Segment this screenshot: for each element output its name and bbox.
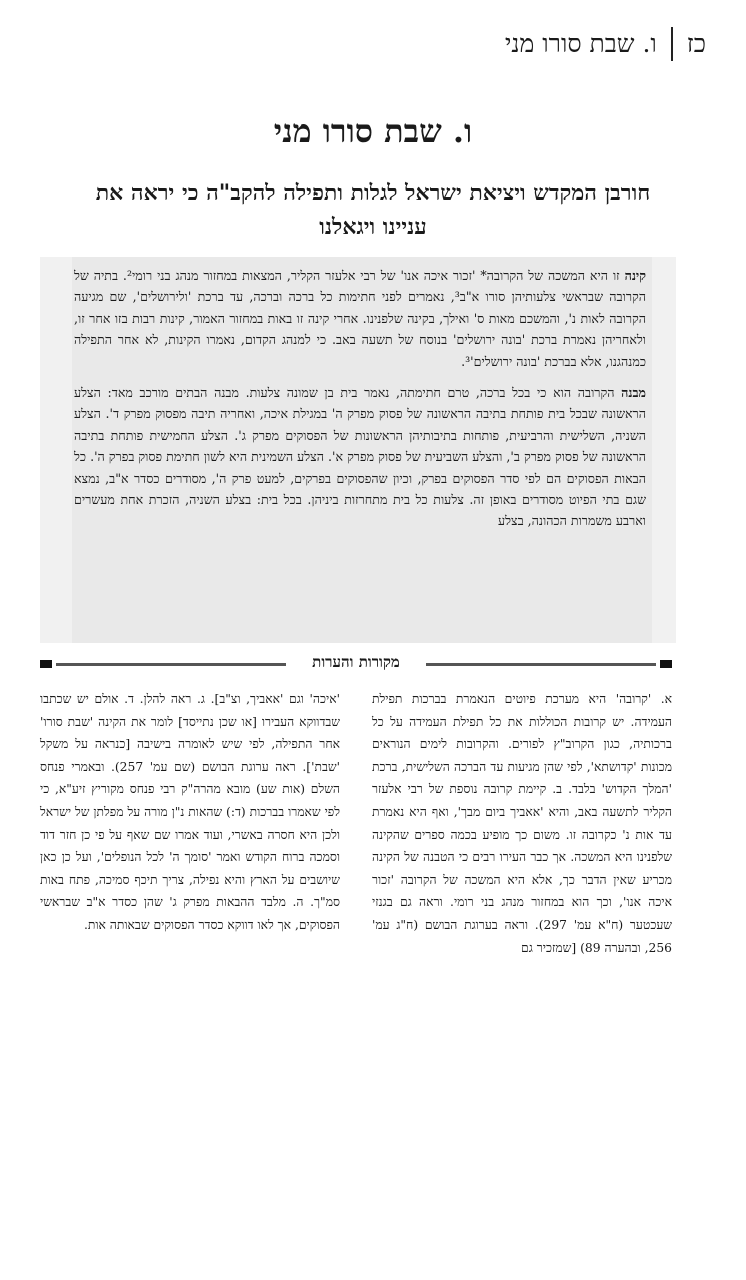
notes-column-left bbox=[40, 688, 340, 937]
paragraph-label: מבנה bbox=[621, 385, 646, 401]
intro-paragraph bbox=[74, 382, 646, 532]
intro-box-left-edge bbox=[40, 257, 72, 643]
sources-heading: מקורות והערות bbox=[302, 653, 410, 671]
paragraph-text: הקרובה הוא כי בכל ברכה, טרם חתימתה, נאמר בית בן שמונה צלעות. מבנה הבתים מורכב מאד: הצלע הראשונה שבכל בית פותחת בתיבה הראשונה של פסוק מפרק ה' במגילת איכה, ואחריה תיבה מפסוק מפרק ד'. הצלע השניה, השלישית והרביעית, פותחות בתיבותיהן הראשונות של הפסוקים מפרק ג'. הצלע החמישית פותחת בתיבה הראשונה של פסוק מפרק ב', והצלע השביעית של פסוק מפרק א'. הצלע השמינית היא לשון חתימת פסוק בפרק ה'. כל הבאות הפסוקים הם לפי סדר הפסוקים בפרק, וכיון שהפסוקים בפרקים, למעט פרק ה', מסודרים כסדר א"ב, נמצא שגם בתי הפיוט מסודרים באופן זה. צלעות כל בית מתחרזות ביניהן. בכל בית: בצלע השניה, הזכרת אחת מעשרים וארבע משמרות הכהונה, בצלע bbox=[74, 385, 646, 529]
intro-box bbox=[40, 257, 676, 643]
running-header bbox=[40, 22, 706, 66]
sources-heading-wrap bbox=[40, 653, 672, 672]
sources-divider bbox=[40, 653, 672, 675]
intro-paragraph bbox=[74, 265, 646, 372]
notes-text: א. 'קרובה' היא מערכת פיוטים הנאמרת בברכות תפילת העמידה. יש קרובות הכוללות את כל תפילת העמידה על כל ברכותיה, כגון הקרוב"ץ לפורים. והקרובות לימים הנוראים מכונות 'קדושתא', לפי שהן מגיעות עד הברכה השלישית, ברכת 'המלך הקדוש' בלבד. ב. קיימת קרובה נוספת של רבי אלעזר הקליר לתשעה באב, והיא 'אאביך ביום מבך', ואף היא נאמרת עד אות נ' כקרובה זו. משום כך מופיע בכמה ספרים שהקינה שלפנינו היא המשכה. אך כבר העירו רבים כי הטבנה של הקינה מכריע שאין הדבר כך, אלא היא המשכה של הקרובה 'זכור איכה אנו', וכך הוא במחזור מנהג בני רומי. וראה גם בגנזי שעכטער (ח"א עמ' 297). וראה בערוגת הבושם (ח"ג עמ' 256, ובהערה 89) [שמזכיר גם bbox=[372, 692, 672, 955]
page-subtitle: חורבן המקדש ויציאת ישראל לגלות ותפילה להקב"ה כי יראה את עניינו ויגאלנו bbox=[95, 180, 651, 240]
header-divider bbox=[671, 27, 673, 61]
intro-box-right-edge bbox=[652, 257, 676, 643]
notes-column-right bbox=[372, 688, 672, 959]
page-number: כז bbox=[686, 29, 706, 58]
intro-text bbox=[74, 265, 646, 643]
page-title: ו. שבת סורו מני bbox=[273, 112, 473, 150]
running-header-title: ו. שבת סורו מני bbox=[504, 29, 657, 58]
paragraph-text: זו היא המשכה של הקרובה* 'זכור איכה אנו' של רבי אלעזר הקליר, המצאות במחזור מנהג בני רומי². בתיה של הקרובה שבראשי צלעותיהן סורו א"ב³, נאמרים לפני חתימות כל ברכה וברכה, עד ברכת 'ולירושלים', שם מגיעה הקרובה לאות נ', והמשכם מאות ס' ואילך, בקינה שלפנינו. אחרי קינה זו באות במחזור האמור, קינות רבות בזו אחר זו, ולאחריהן נאמרת ברכת 'בונה ירושלים' בנוסח של תשעה באב. כי למנהג הקדום, נאמרו הקינות, לא אחר התפילה כמנהגנו, אלא בברכת 'בונה ירושלים'³. bbox=[74, 268, 646, 369]
paragraph-label: קינה bbox=[624, 268, 646, 283]
notes-text: 'איכה' וגם 'אאביך, וצ"ב]. ג. ראה להלן. ד. אולם יש שכתבו שבדווקא העבירו [או שכן נתייסד] לומר את הקינה 'שבת סורו' אחר התפילה, לפי שיש לאומרה בישיבה [כנראה על משקל 'שבת']. ראה ערוגת הבושם (שם עמ' 257). ובאמרי פנחס השלם (אות שע) מובא מהרה"ק רבי פנחס מקוריץ זיע"א, כי לפי שאמרו בברכות (ד:) שהאות נ"ן מורה על מפלתן של ישראל ולכן היא חסרה באשרי, ועוד אמרו שם שאף על פי כן חזר דוד וסמכה ברוח הקודש ואמר 'סומך ה' לכל הנופלים', ועל כן כאן שיושבים על הארץ והיא נפילה, צריך תיכף סמיכה, פתח באות סמ"ך. ה. מלבד ההבאות מפרק ג' שהן כסדר א"ב שבראשי הפסוקים, אך לאו דווקא כסדר הפסוקים שבאותה אות. bbox=[40, 692, 340, 932]
